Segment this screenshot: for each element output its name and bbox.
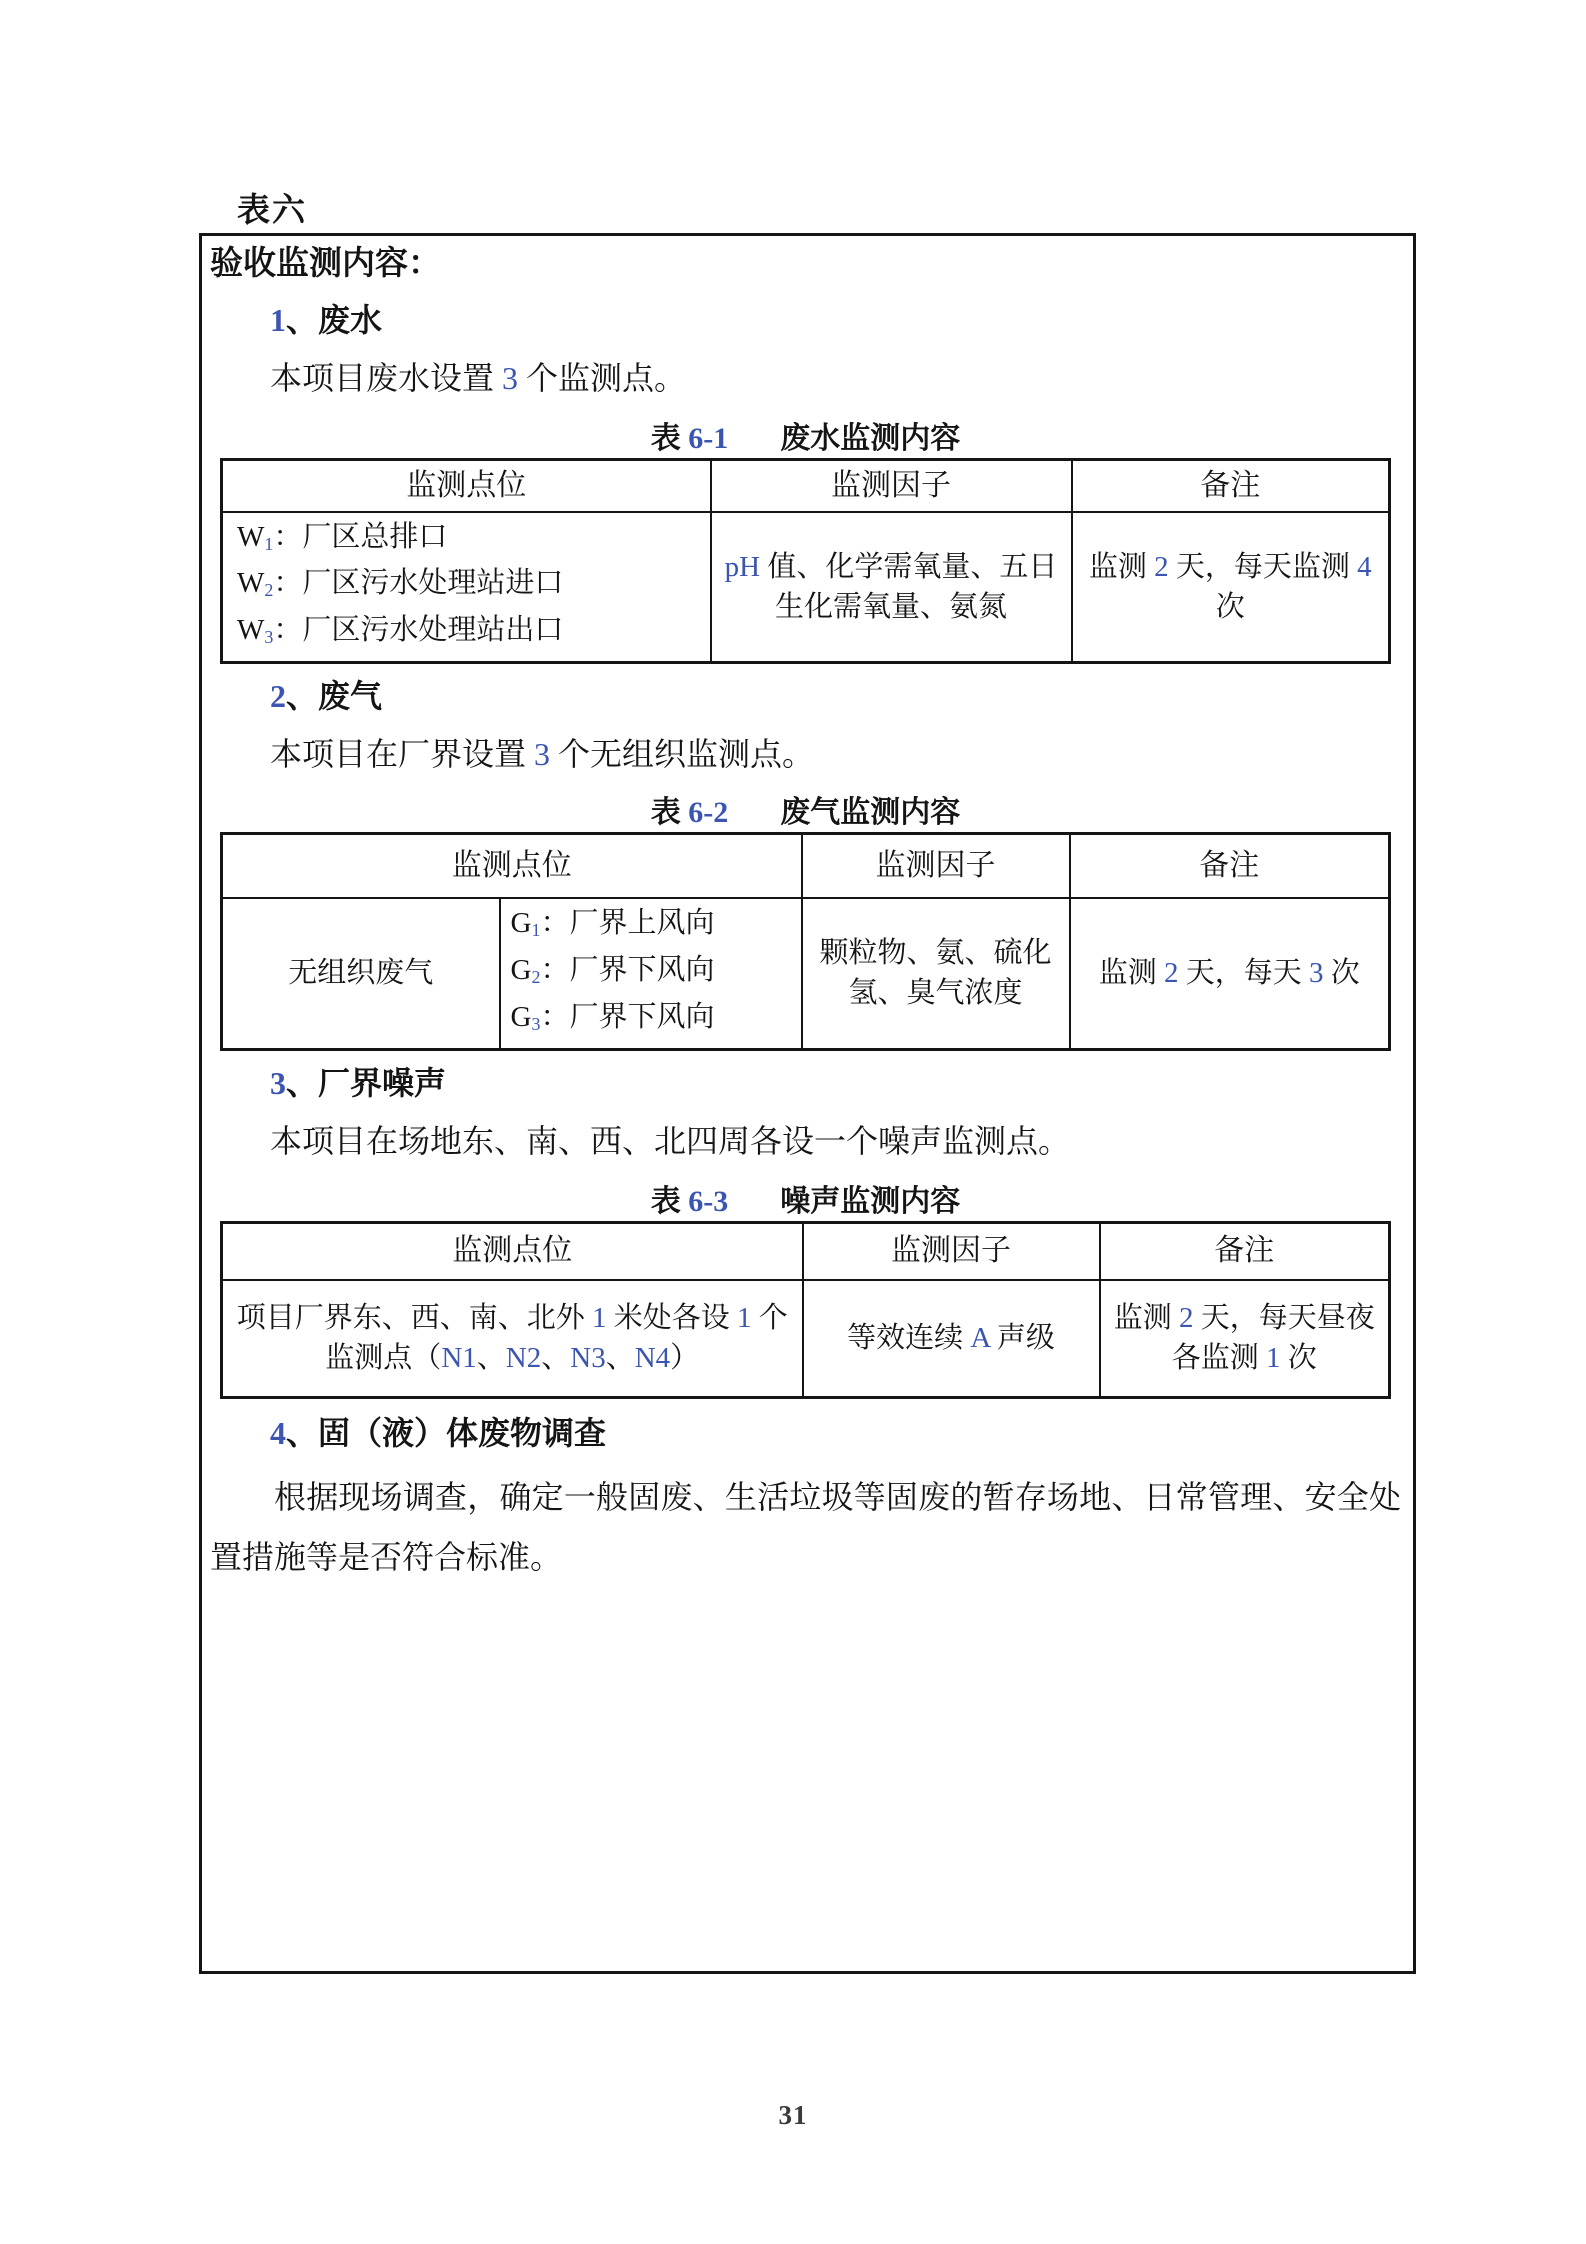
- cell-note: 监测 2 天，每天监测 4 次: [1072, 512, 1390, 663]
- section-body-wastegas: 本项目在厂界设置 3 个无组织监测点。: [270, 736, 815, 773]
- content-box: [199, 233, 1416, 1974]
- monitor-point-line: $G_1$：厂界上风向: [510, 906, 715, 940]
- header-note: 备注: [1070, 834, 1390, 898]
- table-row: [222, 512, 1390, 663]
- header-monitor-point: 监测点位: [222, 1222, 803, 1280]
- cell-monitor-factors: pH 值、化学需氧量、五日生化需氧量、氨氮: [711, 512, 1072, 663]
- box-title: 验收监测内容：: [210, 246, 441, 282]
- cell-monitor-factors: 等效连续 A 声级: [803, 1280, 1100, 1397]
- table-caption-6-2: [222, 796, 1390, 830]
- cell-monitor-points: [222, 512, 711, 663]
- table-caption-6-3: [222, 1185, 1390, 1219]
- header-monitor-factor: 监测因子: [802, 834, 1070, 898]
- section-heading-wastegas: 2、废气: [270, 678, 383, 715]
- table-header-row: [222, 834, 1390, 898]
- section-body-wastewater: 本项目废水设置 3 个监测点。: [270, 360, 687, 396]
- monitor-point-line: $G_2$：厂界下风向: [510, 953, 715, 987]
- page-title: 表六: [237, 193, 307, 229]
- table-caption-label: 表 6-1: [650, 422, 729, 455]
- table-row: [222, 898, 1390, 1049]
- page-number: 31: [778, 2100, 808, 2130]
- section-heading-wastewater: 1、废水: [270, 302, 383, 338]
- cell-monitor-factors: 颗粒物、氨、硫化氢、臭气浓度: [802, 898, 1070, 1049]
- section-heading-noise: 3、厂界噪声: [270, 1064, 447, 1101]
- header-monitor-point: 监测点位: [222, 460, 711, 512]
- table-caption-title: 噪声监测内容: [780, 1184, 961, 1218]
- table-header-row: [222, 460, 1390, 512]
- table-6-3: [220, 1221, 1391, 1399]
- header-monitor-factor: 监测因子: [803, 1222, 1100, 1280]
- table-6-1: [220, 458, 1391, 664]
- cell-note: 监测 2 天，每天昼夜各监测 1 次: [1100, 1280, 1390, 1397]
- section-body-noise: 本项目在场地东、南、西、北四周各设一个噪声监测点。: [270, 1122, 1071, 1159]
- table-row: [222, 1280, 1390, 1397]
- header-monitor-point: 监测点位: [222, 834, 802, 898]
- monitor-point-line: $G_3$：厂界下风向: [510, 1000, 715, 1034]
- monitor-point-line: $W_3$：厂区污水处理站出口: [237, 614, 564, 648]
- header-note: 备注: [1072, 460, 1390, 512]
- monitor-point-line: $W_2$：厂区污水处理站进口: [237, 567, 564, 601]
- section-heading-solid-waste: 4、固（液）体废物调查: [270, 1414, 607, 1451]
- table-caption-label: 表 6-3: [650, 1184, 729, 1218]
- section-paragraph-solid-waste: 根据现场调查，确定一般固废、生活垃圾等固废的暂存场地、日常管理、安全处置措施等是否符合标准。: [210, 1478, 1401, 1575]
- monitor-point-line: $W_1$：厂区总排口: [237, 520, 448, 554]
- table-6-2: [220, 832, 1391, 1050]
- table-caption-6-1: [222, 422, 1390, 456]
- table-caption-title: 废水监测内容: [780, 422, 961, 455]
- cell-note: 监测 2 天，每天 3 次: [1070, 898, 1390, 1049]
- header-monitor-factor: 监测因子: [711, 460, 1072, 512]
- table-caption-label: 表 6-2: [650, 796, 729, 830]
- header-note: 备注: [1100, 1222, 1390, 1280]
- cell-sub-points: [500, 898, 802, 1049]
- table-caption-title: 废气监测内容: [780, 796, 961, 830]
- table-header-row: [222, 1222, 1390, 1280]
- cell-point-category: 无组织废气: [222, 898, 500, 1049]
- cell-monitor-points: 项目厂界东、西、南、北外 1 米处各设 1 个监测点（N1、N2、N3、N4）: [222, 1280, 803, 1397]
